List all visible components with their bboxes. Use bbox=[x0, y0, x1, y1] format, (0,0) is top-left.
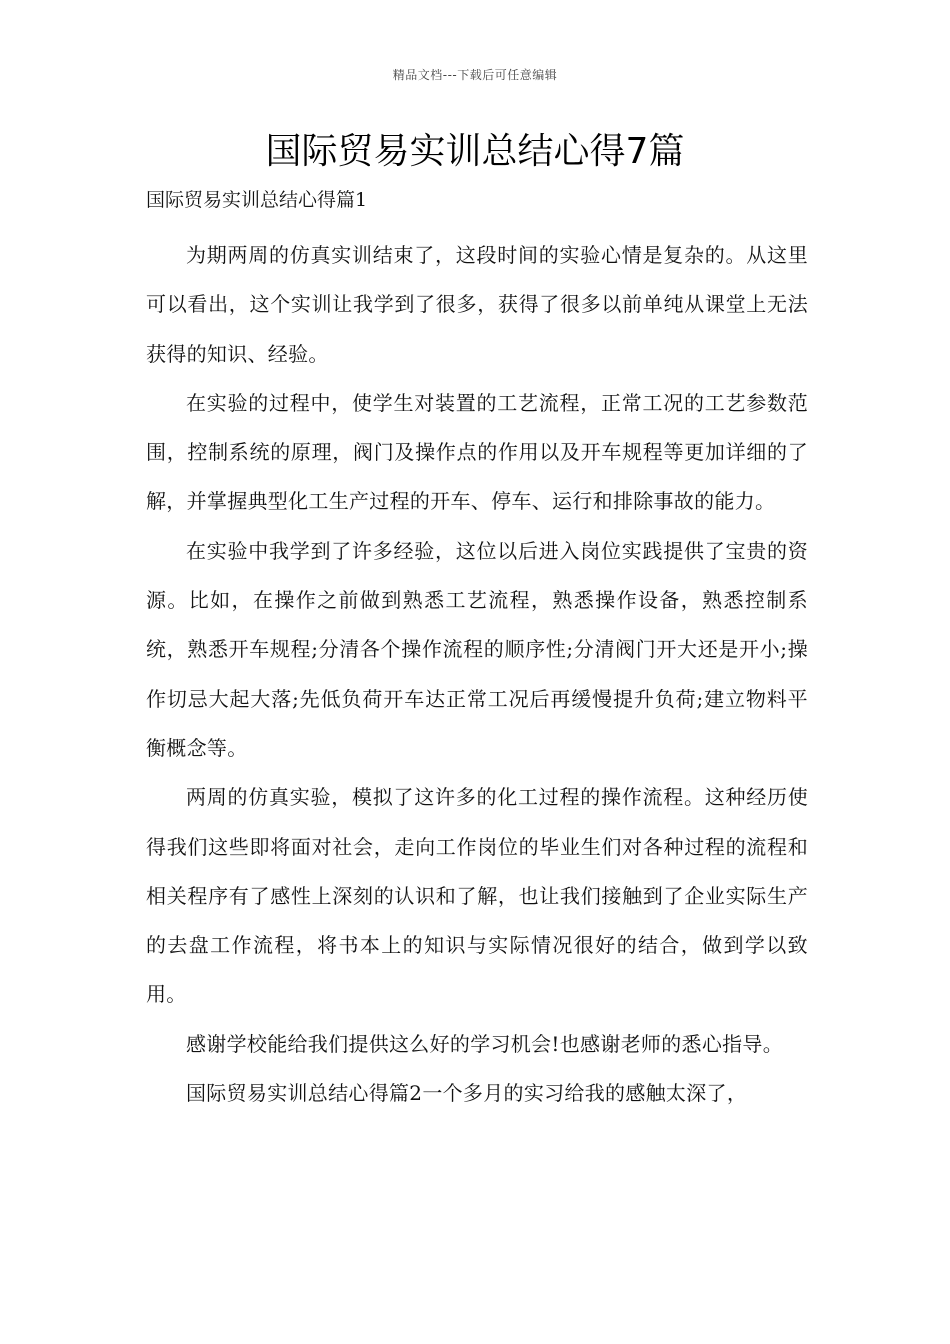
paragraph-6: 国际贸易实训总结心得篇2一个多月的实习给我的感触太深了， bbox=[186, 1081, 748, 1106]
document-title: 国际贸易实训总结心得7篇 bbox=[265, 131, 685, 172]
paragraph-2: 在实验的过程中，使学生对装置的工艺流程，正常工况的工艺参数范围，控制系统的原理，阀门及操作点的作用以及开车规程等更加详细的了解，并掌握典型化工生产过程的开车、停车、运行和排除事故的能力。 bbox=[146, 390, 808, 514]
section-heading: 国际贸易实训总结心得篇1 bbox=[146, 189, 368, 211]
paragraph-3: 在实验中我学到了许多经验，这位以后进入岗位实践提供了宝贵的资源。比如，在操作之前做到熟悉工艺流程，熟悉操作设备，熟悉控制系统，熟悉开车规程;分清各个操作流程的顺序性;分清阀门开大还是开小;操作切忌大起大落;先低负荷开车达正常工况后再缓慢提升负荷;建立物料平衡概念等。 bbox=[146, 538, 808, 760]
header-note: 精品文档---下载后可任意编辑 bbox=[392, 68, 558, 82]
paragraph-4: 两周的仿真实验，模拟了这许多的化工过程的操作流程。这种经历使得我们这些即将面对社会，走向工作岗位的毕业生们对各种过程的流程和相关程序有了感性上深刻的认识和了解，也让我们接触到了企业实际生产的去盘工作流程，将书本上的知识与实际情况很好的结合，做到学以致用。 bbox=[146, 785, 808, 1007]
body-text bbox=[146, 231, 808, 1118]
paragraph-1: 为期两周的仿真实训结束了，这段时间的实验心情是复杂的。从这里可以看出，这个实训让我学到了很多，获得了很多以前单纯从课堂上无法获得的知识、经验。 bbox=[146, 243, 808, 366]
paragraph-5: 感谢学校能给我们提供这么好的学习机会!也感谢老师的悉心指导。 bbox=[186, 1031, 784, 1056]
